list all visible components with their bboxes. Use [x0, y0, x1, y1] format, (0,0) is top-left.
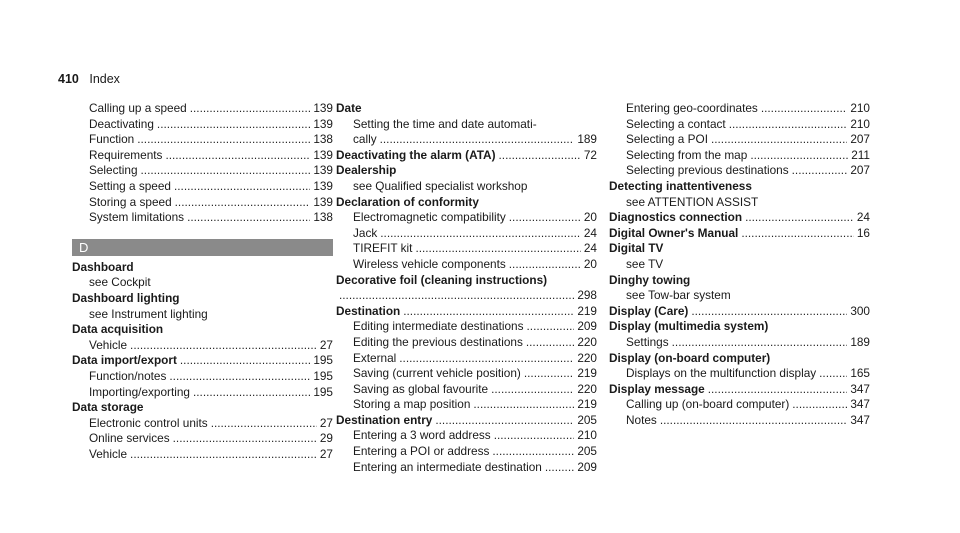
- index-entry: [336, 413, 597, 429]
- dot-leader: [761, 101, 847, 117]
- page-reference[interactable]: 189: [577, 132, 597, 147]
- index-subentry: [72, 431, 333, 447]
- dot-leader: [741, 226, 854, 242]
- page-reference[interactable]: 195: [313, 384, 333, 399]
- dot-leader: [494, 428, 575, 444]
- index-entry: Date: [336, 101, 362, 115]
- entry-label: Entering a POI or address: [353, 444, 490, 459]
- index-subentry: [609, 397, 870, 413]
- page-reference[interactable]: 139: [313, 163, 333, 178]
- entry-label: Display (Care): [609, 303, 689, 318]
- dot-leader: [403, 304, 574, 320]
- dot-leader: [180, 353, 310, 369]
- page-reference[interactable]: 24: [583, 241, 597, 256]
- page-number: 410: [58, 72, 79, 86]
- page-reference[interactable]: 219: [577, 366, 597, 381]
- page-reference[interactable]: 210: [577, 428, 597, 443]
- page-reference[interactable]: 72: [583, 147, 597, 162]
- dot-leader: [745, 210, 854, 226]
- dot-leader: [173, 431, 317, 447]
- entry-label: Selecting previous destinations: [626, 163, 789, 178]
- dot-leader: [187, 210, 310, 226]
- dot-leader: [130, 338, 317, 354]
- entry-label: Wireless vehicle components: [353, 256, 506, 271]
- entry-label: Selecting from the map: [626, 147, 748, 162]
- dot-leader: [435, 413, 574, 429]
- page-reference[interactable]: 209: [577, 459, 597, 474]
- index-subentry: [336, 460, 597, 476]
- page-reference[interactable]: 220: [577, 350, 597, 365]
- entry-label: Editing intermediate destinations: [353, 319, 524, 334]
- page-reference[interactable]: 300: [850, 303, 870, 318]
- entry-label: Entering an intermediate destination: [353, 459, 542, 474]
- index-subentry: [336, 397, 597, 413]
- page-reference[interactable]: 29: [319, 431, 333, 446]
- page-reference[interactable]: 27: [319, 415, 333, 430]
- dot-leader: [792, 397, 847, 413]
- dot-leader: [509, 210, 581, 226]
- index-subentry: [72, 338, 333, 354]
- entry-label: cally: [353, 132, 377, 147]
- entry-label: Entering geo-coordinates: [626, 101, 758, 115]
- entry-label: Editing the previous destinations: [353, 334, 523, 349]
- index-subentry: [609, 163, 870, 179]
- dot-leader: [499, 148, 581, 164]
- entry-label: TIREFIT kit: [353, 241, 413, 256]
- page-reference[interactable]: 20: [583, 210, 597, 225]
- entry-label: Destination: [336, 303, 401, 318]
- index-subentry: [609, 117, 870, 133]
- index-entry: Dealership: [336, 163, 397, 178]
- entry-label: Selecting a contact: [626, 116, 726, 131]
- index-subentry: [72, 195, 333, 211]
- page-reference[interactable]: 27: [319, 337, 333, 352]
- page-reference[interactable]: 219: [577, 303, 597, 318]
- dot-leader: [491, 382, 574, 398]
- index-subentry: [72, 369, 333, 385]
- index-subentry: [336, 428, 597, 444]
- index-entry: Dinghy towing: [609, 272, 691, 287]
- index-subentry: [72, 179, 333, 195]
- index-subentry: [72, 210, 333, 226]
- entry-label: Selecting: [89, 163, 138, 178]
- dot-leader: [211, 416, 317, 432]
- page-reference[interactable]: 139: [313, 116, 333, 131]
- dot-leader: [157, 117, 310, 133]
- entry-label: External: [353, 350, 397, 365]
- entry-label: Storing a map position: [353, 397, 471, 412]
- index-entry: Data acquisition: [72, 322, 164, 337]
- page-reference[interactable]: 205: [577, 412, 597, 427]
- page-reference[interactable]: 210: [850, 101, 870, 115]
- index-subentry: [72, 117, 333, 133]
- dot-leader: [415, 241, 580, 257]
- page-reference[interactable]: 220: [577, 381, 597, 396]
- dot-leader: [137, 132, 310, 148]
- entry-label: Saving (current vehicle position): [353, 366, 521, 381]
- page-reference[interactable]: 220: [577, 334, 597, 349]
- index-subentry: [336, 226, 597, 242]
- entry-label: Deactivating the alarm (ATA): [336, 147, 496, 162]
- index-entry: Detecting inattentiveness: [609, 178, 752, 193]
- page-reference[interactable]: 347: [850, 381, 870, 396]
- entry-label: Entering a 3 word address: [353, 428, 491, 443]
- page-reference[interactable]: 195: [313, 353, 333, 368]
- index-subentry: [609, 101, 870, 117]
- page-reference[interactable]: 205: [577, 444, 597, 459]
- index-subentry: [336, 241, 597, 257]
- index-subentry: [336, 366, 597, 382]
- section-title: Index: [89, 72, 120, 86]
- page-reference[interactable]: 138: [313, 210, 333, 225]
- entry-label: Storing a speed: [89, 194, 172, 209]
- dot-leader: [527, 319, 575, 335]
- index-subentry: [336, 351, 597, 367]
- dot-leader: [165, 148, 310, 164]
- page-reference[interactable]: 138: [313, 132, 333, 147]
- page-reference[interactable]: 207: [850, 163, 870, 178]
- index-subentry: [72, 447, 333, 463]
- dot-leader: [473, 397, 574, 413]
- dot-leader: [545, 460, 574, 476]
- entry-label: Notes: [626, 412, 657, 427]
- index-subentry: [336, 132, 597, 148]
- page-reference[interactable]: 207: [850, 132, 870, 147]
- entry-label: Selecting a POI: [626, 132, 708, 147]
- index-subentry: see ATTENTION ASSIST: [626, 194, 759, 209]
- dot-leader: [711, 132, 847, 148]
- page-reference[interactable]: 20: [583, 256, 597, 271]
- dot-leader: [526, 335, 574, 351]
- index-subentry: [336, 382, 597, 398]
- index-subentry: [336, 288, 597, 304]
- index-entry: [336, 148, 597, 164]
- index-subentry: see Tow-bar system: [626, 288, 731, 303]
- entry-label: Deactivating: [89, 116, 154, 131]
- page-reference[interactable]: 16: [856, 225, 870, 240]
- index-entry: [609, 304, 870, 320]
- entry-label: Display message: [609, 381, 705, 396]
- index-subentry: [609, 335, 870, 351]
- page-reference[interactable]: 24: [583, 225, 597, 240]
- index-entry: [336, 304, 597, 320]
- index-entry: Decorative foil (cleaning instructions): [336, 272, 548, 287]
- entry-label: Vehicle: [89, 446, 128, 461]
- index-entry: [72, 353, 333, 369]
- page-reference[interactable]: 347: [850, 412, 870, 427]
- index-entry: [609, 210, 870, 226]
- index-entry: Declaration of conformity: [336, 194, 479, 209]
- page-reference[interactable]: 211: [851, 147, 870, 162]
- index-subentry: Setting the time and date automati-: [353, 116, 537, 131]
- entry-label: Electromagnetic compatibility: [353, 210, 506, 225]
- dot-leader: [174, 179, 310, 195]
- dot-leader: [672, 335, 848, 351]
- index-subentry: [72, 101, 333, 117]
- dot-leader: [399, 351, 574, 367]
- dot-leader: [380, 226, 581, 242]
- page-reference[interactable]: 347: [850, 397, 870, 412]
- dot-leader: [175, 195, 311, 211]
- index-subentry: [609, 148, 870, 164]
- dot-leader: [819, 366, 847, 382]
- dot-leader: [492, 444, 574, 460]
- index-entry: [609, 382, 870, 398]
- entry-label: Jack: [353, 225, 378, 240]
- index-subentry: [336, 444, 597, 460]
- index-subentry: [609, 366, 870, 382]
- dot-leader: [524, 366, 574, 382]
- index-subentry: [336, 257, 597, 273]
- dot-leader: [190, 101, 311, 117]
- index-entry: Display (on-board computer): [609, 350, 771, 365]
- dot-leader: [141, 163, 311, 179]
- dot-leader: [729, 117, 848, 133]
- entry-label: Calling up (on-board computer): [626, 397, 790, 412]
- index-letter-heading: D: [72, 239, 333, 256]
- dot-leader: [130, 447, 317, 463]
- entry-label: Calling up a speed: [89, 101, 187, 115]
- page-reference[interactable]: 139: [313, 194, 333, 209]
- entry-label: Settings: [626, 334, 669, 349]
- index-entry: Dashboard: [72, 259, 134, 274]
- entry-label: Function: [89, 132, 135, 147]
- index-column-3: [609, 101, 870, 428]
- index-entry: [609, 226, 870, 242]
- dot-leader: [169, 369, 310, 385]
- index-entry: Digital TV: [609, 241, 664, 256]
- index-subentry: see TV: [626, 256, 664, 271]
- entry-label: Online services: [89, 431, 170, 446]
- index-subentry: [336, 210, 597, 226]
- index-subentry: [72, 163, 333, 179]
- page-reference[interactable]: 139: [313, 147, 333, 162]
- index-column-2: [336, 101, 597, 475]
- page-reference[interactable]: 209: [577, 319, 597, 334]
- index-subentry: [72, 416, 333, 432]
- entry-label: Destination entry: [336, 412, 433, 427]
- dot-leader: [339, 288, 574, 304]
- dot-leader: [660, 413, 847, 429]
- dot-leader: [193, 385, 310, 401]
- dot-leader: [509, 257, 581, 273]
- dot-leader: [708, 382, 848, 398]
- index-subentry: [336, 319, 597, 335]
- entry-label: Saving as global favourite: [353, 381, 489, 396]
- index-entry: Data storage: [72, 400, 144, 415]
- index-subentry: [72, 148, 333, 164]
- index-subentry: [336, 335, 597, 351]
- page-reference[interactable]: 219: [577, 397, 597, 412]
- index-subentry: see Cockpit: [89, 275, 151, 290]
- page-reference[interactable]: 139: [313, 101, 333, 115]
- index-entry: Display (multimedia system): [609, 319, 769, 334]
- index-subentry: see Qualified specialist workshop: [353, 178, 528, 193]
- page-reference[interactable]: 195: [313, 368, 333, 383]
- entry-label: System limitations: [89, 210, 185, 225]
- entry-label: Data import/export: [72, 353, 177, 368]
- dot-leader: [380, 132, 575, 148]
- page-reference[interactable]: 298: [577, 288, 597, 303]
- page-reference[interactable]: 165: [850, 366, 870, 381]
- page-reference[interactable]: 189: [850, 334, 870, 349]
- index-subentry: [72, 132, 333, 148]
- entry-label: Displays on the multifunction display: [626, 366, 817, 381]
- entry-label: Importing/exporting: [89, 384, 190, 399]
- page-reference[interactable]: 139: [313, 178, 333, 193]
- index-column-1: [72, 101, 333, 462]
- entry-label: Requirements: [89, 147, 163, 162]
- entry-label: Digital Owner's Manual: [609, 225, 739, 240]
- index-subentry: [609, 413, 870, 429]
- page-reference[interactable]: 24: [856, 210, 870, 225]
- entry-label: Vehicle: [89, 337, 128, 352]
- entry-label: Setting a speed: [89, 178, 171, 193]
- index-subentry: [609, 132, 870, 148]
- entry-label: Electronic control units: [89, 415, 208, 430]
- index-subentry: [72, 385, 333, 401]
- index-subentry: see Instrument lighting: [89, 306, 208, 321]
- dot-leader: [691, 304, 847, 320]
- entry-label: Function/notes: [89, 368, 167, 383]
- entry-label: Diagnostics connection: [609, 210, 743, 225]
- page-header: [58, 72, 120, 86]
- page-reference[interactable]: 210: [850, 116, 870, 131]
- index-entry: Dashboard lighting: [72, 290, 180, 305]
- dot-leader: [750, 148, 848, 164]
- dot-leader: [792, 163, 848, 179]
- page-reference[interactable]: 27: [319, 446, 333, 461]
